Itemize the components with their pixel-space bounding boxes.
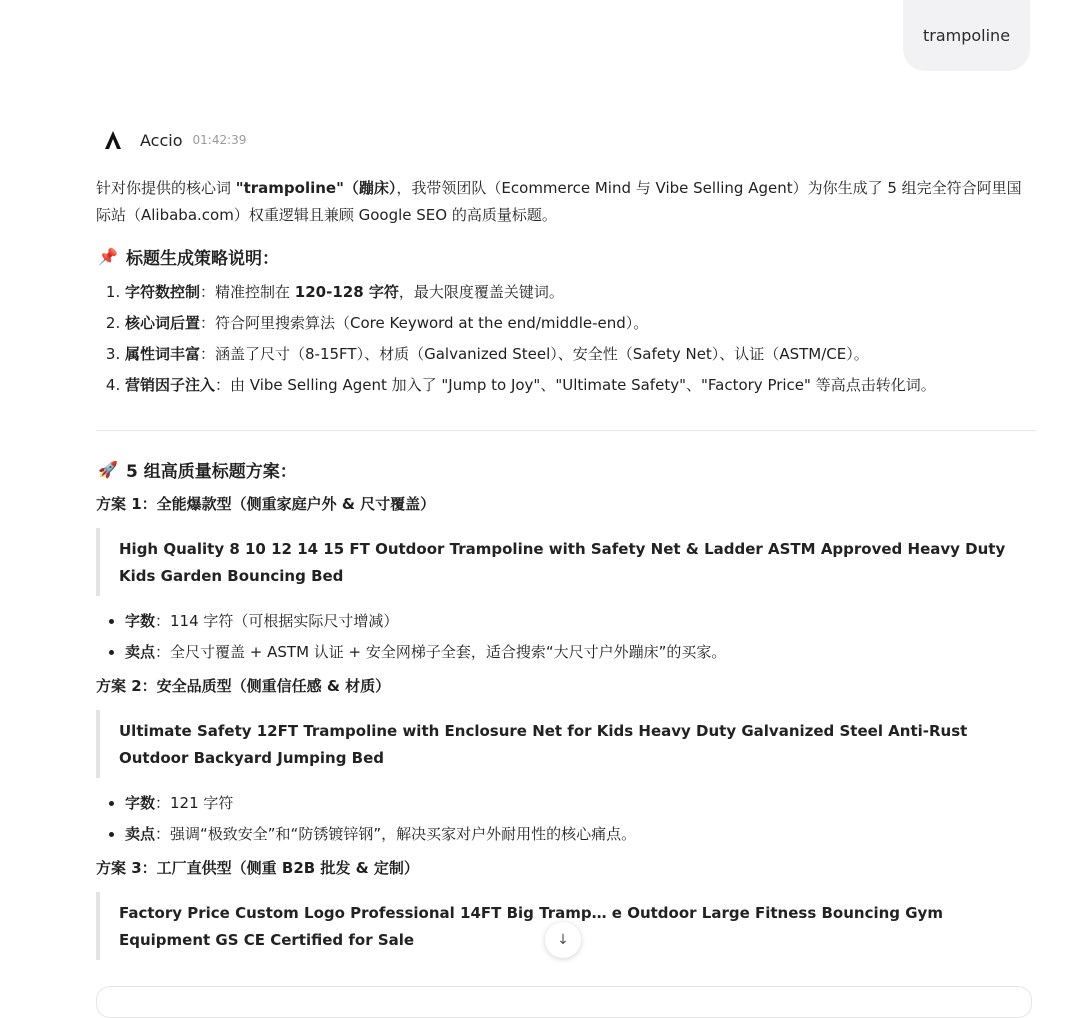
intro-keyword: "trampoline"（蹦床） [235, 179, 397, 197]
rocket-icon: 🚀 [98, 459, 118, 479]
strategy-item-bold: 120-128 字符 [294, 283, 399, 301]
section-divider [96, 430, 1036, 431]
strategy-list [96, 277, 1036, 401]
list-item [125, 277, 1036, 308]
strategy-item-text: ：符合阿里搜索算法（Core Keyword at the end/middle-end）。 [200, 314, 649, 332]
plan-title-quote: High Quality 8 10 12 14 15 FT Outdoor Trampoline with Safety Net & Ladder ASTM Approved Heavy Duty Kids Garden Bouncing Bed [96, 528, 1036, 596]
strategy-item-text: ，最大限度覆盖关键词。 [398, 283, 564, 301]
plans-heading [98, 457, 1036, 481]
strategy-item-label: 核心词后置 [125, 314, 201, 332]
assistant-message-body [96, 175, 1036, 970]
plans-heading-text: 5 组高质量标题方案： [126, 461, 297, 482]
user-message-bubble [903, 0, 1030, 71]
intro-text-1: 针对你提供的核心词 [96, 179, 236, 197]
pin-icon: 📌 [98, 246, 118, 266]
list-item [125, 819, 1036, 850]
detail-text: ：114 字符（可根据实际尺寸增减） [155, 612, 399, 630]
list-item [125, 637, 1036, 668]
list-item [125, 370, 1036, 401]
intro-text-2: ，我带领团队（Ecommerce Mind 与 Vibe Selling Agent）为你生成了 5 组完全符合阿里国际站（Alibaba.com）权重逻辑且兼顾 Google SEO 的高质量标题。 [96, 179, 1022, 224]
assistant-name: Accio [140, 130, 183, 150]
detail-label: 卖点 [125, 825, 156, 843]
strategy-item-text: ：涵盖了尺寸（8-15FT）、材质（Galvanized Steel）、安全性（Safety Net）、认证（ASTM/CE）。 [200, 345, 869, 363]
plan-title: 方案 1：全能爆款型（侧重家庭户外 & 尺寸覆盖） [96, 495, 436, 513]
intro-paragraph [96, 175, 1036, 229]
detail-text: ：强调“极致安全”和“防锈镀锌钢”，解决买家对户外耐用性的核心痛点。 [155, 825, 637, 843]
assistant-header [104, 128, 246, 152]
detail-label: 卖点 [125, 643, 156, 661]
strategy-item-label: 字符数控制 [125, 283, 201, 301]
plan-title-quote: Factory Price Custom Logo Professional 14FT Big Tramp… e Outdoor Large Fitness Bouncing Gym Equipment GS CE Certified for Sale [96, 892, 1036, 960]
scroll-to-bottom-button[interactable] [545, 922, 581, 958]
plan-details-list [96, 788, 1036, 850]
list-item [125, 339, 1036, 370]
strategy-item-label: 属性词丰富 [125, 345, 201, 363]
detail-label: 字数 [125, 794, 156, 812]
list-item [125, 308, 1036, 339]
strategy-item-label: 营销因子注入 [125, 376, 216, 394]
strategy-item-text: ：精准控制在 [200, 283, 295, 301]
detail-text: ：121 字符 [155, 794, 234, 812]
user-message-text: trampoline [922, 26, 1011, 45]
plan-title-quote: Ultimate Safety 12FT Trampoline with Enclosure Net for Kids Heavy Duty Galvanized Steel Anti-Rust Outdoor Backyard Jumping Bed [96, 710, 1036, 778]
chat-input-box[interactable] [96, 986, 1032, 1018]
plan-details-list [96, 606, 1036, 668]
detail-label: 字数 [125, 612, 156, 630]
plan-title: 方案 3：工厂直供型（侧重 B2B 批发 & 定制） [96, 859, 419, 877]
strategy-heading-text: 标题生成策略说明： [126, 248, 279, 269]
strategy-item-text: ：由 Vibe Selling Agent 加入了 "Jump to Joy"、"Ultimate Safety"、"Factory Price" 等高点击转化词。 [215, 376, 936, 394]
arrow-down-icon: ↓ [557, 932, 569, 948]
accio-logo-icon [104, 130, 122, 150]
list-item [125, 788, 1036, 819]
message-timestamp: 01:42:39 [192, 133, 247, 147]
detail-text: ：全尺寸覆盖 + ASTM 认证 + 安全网梯子全套，适合搜索“大尺寸户外蹦床”的买家。 [155, 643, 727, 661]
list-item [125, 606, 1036, 637]
strategy-heading [98, 244, 1036, 268]
plan-title: 方案 2：安全品质型（侧重信任感 & 材质） [96, 677, 391, 695]
